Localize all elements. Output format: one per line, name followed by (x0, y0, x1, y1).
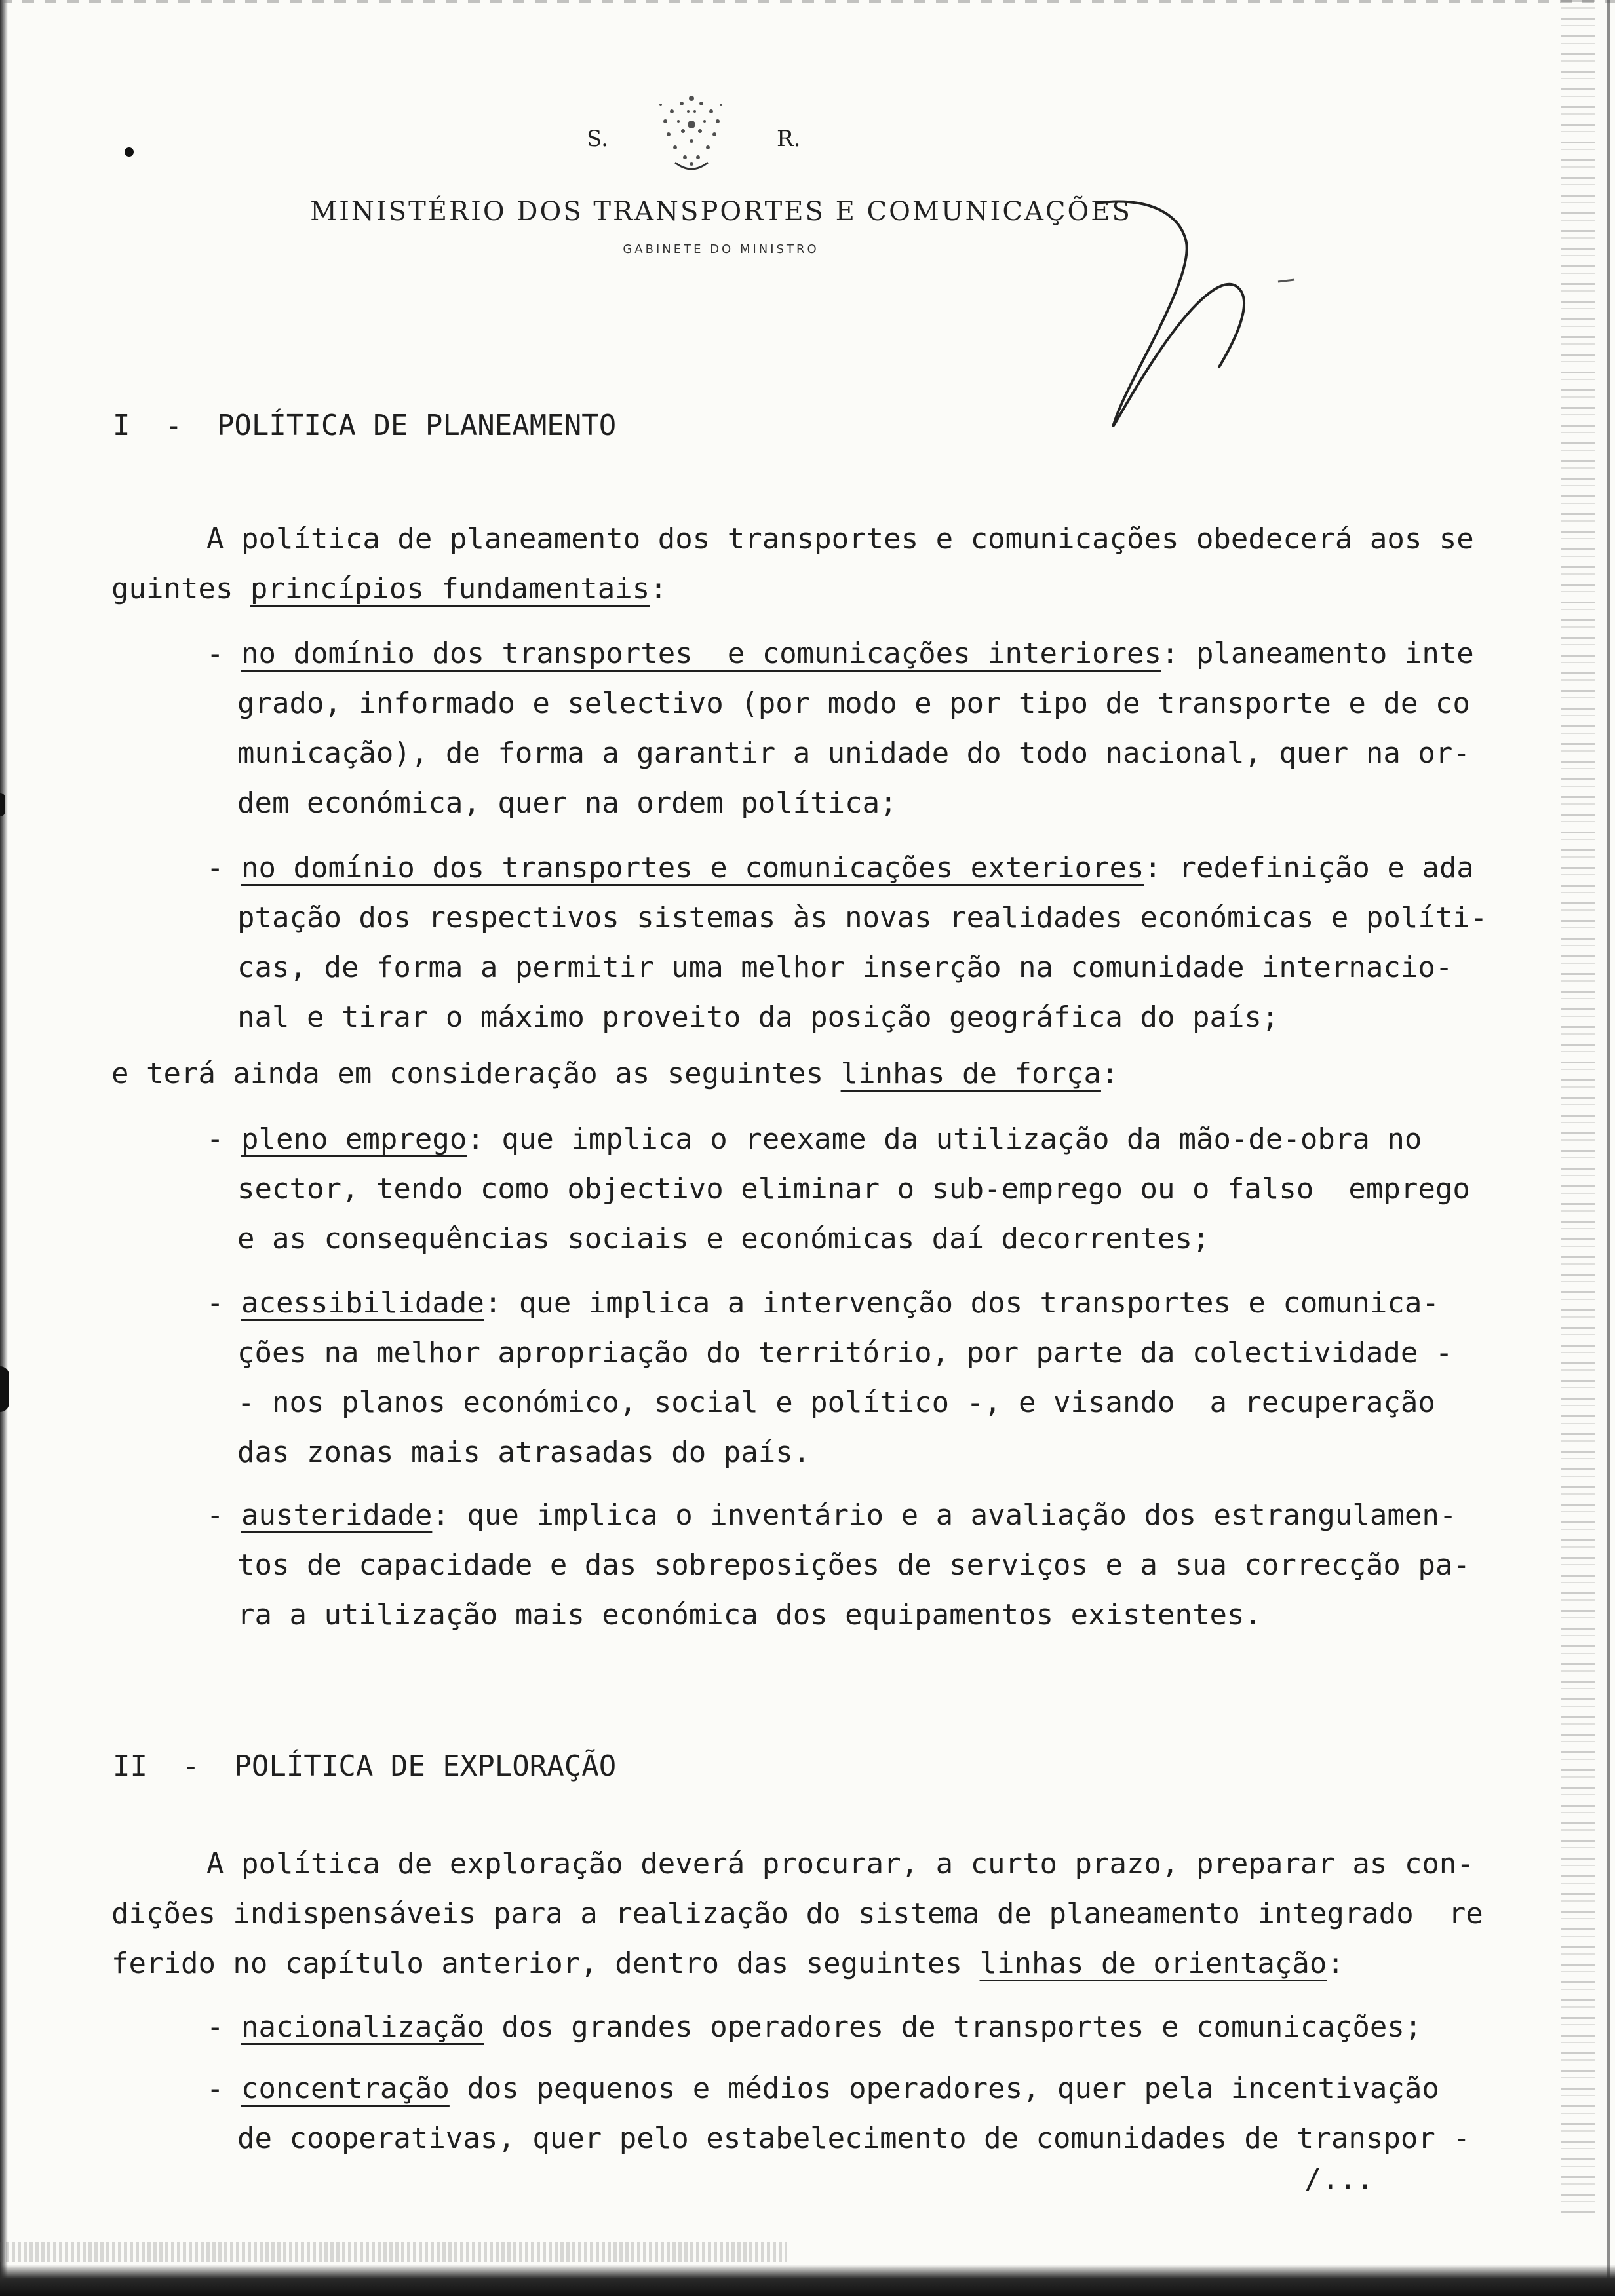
paragraph-line: nal e tirar o máximo proveito da posição geográfica do país; (237, 1001, 1279, 1034)
paragraph-line (111, 564, 667, 614)
underlined-term: no domínio dos transportes e comunicações interiores (241, 637, 1161, 670)
paragraph-line: A política de exploração deverá procurar, a curto prazo, preparar as con- (206, 1847, 1474, 1881)
paragraph-line: tos de capacidade e das sobreposições de serviços e a sua correcção pa- (237, 1548, 1470, 1582)
paragraph-line: sector, tendo como objectivo eliminar o sub-emprego ou o falso emprego (237, 1172, 1470, 1206)
bullet-dash: - (206, 1122, 241, 1156)
paragraph-line: ções na melhor apropriação do território, por parte da colectividade - (237, 1336, 1453, 1369)
underlined-term: acessibilidade (241, 1286, 484, 1320)
punch-mark (125, 147, 134, 157)
paragraph-line: ptação dos respectivos sistemas às novas realidades económicas e políti- (237, 901, 1488, 934)
handwritten-signature (1088, 190, 1304, 432)
underlined-term: linhas de força (840, 1057, 1101, 1090)
scan-edge-left (0, 0, 8, 2296)
bullet-dash: - (206, 1286, 241, 1320)
punch-mark (0, 793, 5, 816)
text: : que implica o reexame da utilização da mão-de-obra no (467, 1122, 1422, 1156)
list-item (206, 1278, 1439, 1328)
underlined-term: concentração (241, 2072, 450, 2105)
text: dos grandes operadores de transportes e comunicações; (484, 2010, 1422, 2044)
paragraph-line (111, 1939, 1344, 1989)
list-item (206, 843, 1474, 893)
text: : (650, 572, 667, 605)
bullet-dash: - (206, 851, 241, 885)
underlined-term: princípios fundamentais (250, 572, 650, 605)
letterhead-initial-left: S. (587, 126, 608, 152)
scan-edge-top (0, 0, 1615, 3)
underlined-term: nacionalização (241, 2010, 484, 2044)
ministry-name: MINISTÉRIO DOS TRANSPORTES E COMUNICAÇÕES (310, 197, 1132, 227)
paragraph-line: dições indispensáveis para a realização do sistema de planeamento integrado re (111, 1897, 1483, 1930)
text: dos pequenos e médios operadores, quer pela incentivação (449, 2072, 1439, 2105)
text: : (1100, 1057, 1119, 1090)
letterhead-initial-right: R. (777, 126, 801, 152)
text: e terá ainda em consideração as seguintes (111, 1057, 841, 1090)
paragraph-line: grado, informado e selectivo (por modo e por tipo de transporte e de co (237, 687, 1470, 720)
section-title-planeamento: I - POLÍTICA DE PLANEAMENTO (113, 409, 617, 442)
bullet-dash: - (206, 2072, 241, 2105)
list-item (206, 629, 1474, 679)
scan-edge-right (1561, 0, 1595, 2215)
text: : redefinição e ada (1144, 851, 1474, 885)
paragraph-line (111, 1049, 1118, 1099)
text: : que implica a intervenção dos transportes e comunica- (484, 1286, 1439, 1320)
scan-noise-bottom (0, 2242, 787, 2262)
paragraph-line: dem económica, quer na ordem política; (237, 786, 897, 820)
paragraph-line: - nos planos económico, social e político -, e visando a recuperação (237, 1386, 1435, 1419)
paragraph-line: municação), de forma a garantir a unidade do todo nacional, quer na or- (237, 737, 1470, 770)
continuation-mark: /... (1304, 2162, 1374, 2196)
text: : que implica o inventário e a avaliação dos estrangulamen- (432, 1499, 1457, 1532)
text: : (1327, 1947, 1344, 1980)
list-item (206, 1491, 1456, 1540)
paragraph-line: e as consequências sociais e económicas daí decorrentes; (237, 1222, 1210, 1255)
underlined-term: no domínio dos transportes e comunicações exteriores (241, 851, 1144, 885)
text: ferido no capítulo anterior, dentro das seguintes (111, 1947, 980, 1980)
underlined-term: austeridade (241, 1499, 433, 1532)
list-item (206, 2064, 1439, 2114)
paragraph-line: de cooperativas, quer pelo estabelecimento de comunidades de transpor - (237, 2122, 1470, 2155)
underlined-term: linhas de orientação (979, 1947, 1327, 1980)
text: guintes (111, 572, 250, 605)
paragraph-line: ra a utilização mais económica dos equipamentos existentes. (237, 1598, 1262, 1632)
bullet-dash: - (206, 1499, 241, 1532)
paragraph-line: das zonas mais atrasadas do país. (237, 1436, 811, 1469)
office-name: GABINETE DO MINISTRO (623, 242, 819, 256)
coat-of-arms-icon (629, 85, 754, 183)
list-item (206, 2002, 1422, 2052)
punch-hole (0, 1366, 9, 1412)
scan-edge-bottom (0, 2265, 1615, 2296)
text: : planeamento inte (1161, 637, 1474, 670)
paragraph-line: cas, de forma a permitir uma melhor inserção na comunidade internacio- (237, 951, 1453, 984)
paragraph-line: A política de planeamento dos transportes e comunicações obedecerá aos se (206, 522, 1474, 556)
bullet-dash: - (206, 2010, 241, 2044)
underlined-term: pleno emprego (241, 1122, 467, 1156)
section-title-exploracao: II - POLÍTICA DE EXPLORAÇÃO (113, 1750, 617, 1783)
scan-edge-right-line (1607, 0, 1610, 2296)
list-item (206, 1115, 1422, 1164)
bullet-dash: - (206, 637, 241, 670)
